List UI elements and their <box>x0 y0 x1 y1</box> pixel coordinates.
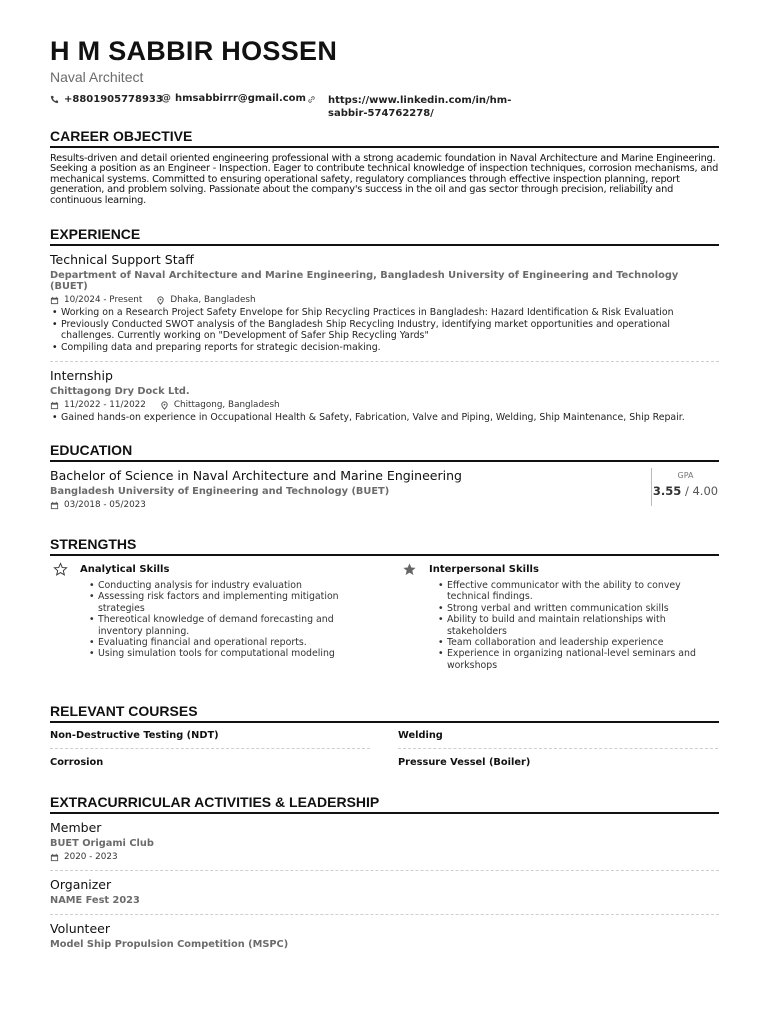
phone-number: +8801905778933 <box>64 94 163 105</box>
list-item: • Working on a Research Project Safety Envelope for Ship Recycling Practices in Bangladesh: Hazard Identification & Risk Evaluation <box>61 307 719 319</box>
calendar-icon <box>50 853 59 862</box>
bullet-list <box>50 307 719 353</box>
linkedin-url-line1: https://www.linkedin.com/in/hm- <box>328 95 512 106</box>
gpa-box <box>651 468 719 506</box>
bullet-list <box>53 580 373 660</box>
section-title: EXPERIENCE <box>50 226 719 246</box>
star-filled-icon <box>402 562 417 577</box>
entry-meta <box>50 400 719 410</box>
bullet-list <box>50 412 719 424</box>
relevant-courses-section <box>50 703 719 773</box>
at-icon: @ <box>161 93 171 104</box>
gpa-score: 3.55 <box>652 484 682 498</box>
activity-org: Model Ship Propulsion Competition (MSPC) <box>50 939 289 950</box>
course-item: Non-Destructive Testing (NDT) <box>50 730 219 741</box>
list-item: • Experience in organizing national-level seminars and workshops <box>447 648 722 671</box>
calendar-icon <box>50 501 59 510</box>
strength-heading: Analytical Skills <box>80 564 170 575</box>
list-item: • Thereotical knowledge of demand forecasting and inventory planning. <box>98 614 373 637</box>
divider <box>50 914 719 915</box>
experience-entry <box>50 252 719 353</box>
phone-icon <box>50 95 59 104</box>
activity-role: Organizer <box>50 877 112 892</box>
section-title: EDUCATION <box>50 442 719 462</box>
job-title: Internship <box>50 368 113 384</box>
entry-location: Dhaka, Bangladesh <box>170 295 256 305</box>
list-item: • Using simulation tools for computational modeling <box>98 648 373 659</box>
list-item: • Gained hands-on experience in Occupational Health & Safety, Fabrication, Valve and Piping, Welding, Ship Maintenance, Ship Repair. <box>61 412 719 424</box>
list-item: • Effective communicator with the ability to convey technical findings. <box>447 580 722 603</box>
strength-heading: Interpersonal Skills <box>429 564 539 575</box>
location-pin-icon <box>160 401 169 410</box>
degree-title: Bachelor of Science in Naval Architecture and Marine Engineering <box>50 468 462 483</box>
divider <box>50 748 370 749</box>
calendar-icon <box>50 296 59 305</box>
location-pin-icon <box>156 296 165 305</box>
linkedin-contact[interactable] <box>307 94 511 120</box>
entry-meta <box>50 295 719 305</box>
email-address: hmsabbirrr@gmail.com <box>175 93 306 104</box>
experience-entry <box>50 368 719 424</box>
education-entry <box>50 468 719 510</box>
activity-role: Volunteer <box>50 921 110 936</box>
career-objective-section <box>50 128 719 206</box>
job-title: Technical Support Staff <box>50 252 194 267</box>
divider <box>50 361 719 362</box>
list-item: • Previously Conducted SWOT analysis of the Bangladesh Ship Recycling Industry, identifying market opportunities and operational challenges. Currently working on "Development of Safer Ship Recycling Yards" <box>61 319 719 342</box>
course-item: Corrosion <box>50 757 104 768</box>
entry-meta <box>50 500 719 510</box>
activity-role: Member <box>50 820 102 835</box>
organization: Department of Naval Architecture and Marine Engineering, Bangladesh University of Engineering and Technology (BUET) <box>50 270 679 292</box>
section-title: CAREER OBJECTIVE <box>50 128 719 148</box>
candidate-role: Naval Architect <box>50 69 144 85</box>
activity-org: BUET Origami Club <box>50 838 154 849</box>
gpa-value <box>652 484 719 498</box>
entry-date: 03/2018 - 05/2023 <box>64 500 146 510</box>
gpa-label: GPA <box>677 471 694 480</box>
entry-location: Chittagong, Bangladesh <box>173 400 280 411</box>
divider <box>398 748 718 749</box>
list-item: • Conducting analysis for industry evaluation <box>98 580 373 591</box>
list-item: • Evaluating financial and operational reports. <box>98 637 373 648</box>
objective-text: Results-driven and detail oriented engineering professional with a strong academic foundation in Naval Architecture and Marine Engineering. Seeking a position as an Engineer - Inspection. Eager to contribute technical knowledge of inspection techniques, corrosion mechanisms, and mechanical systems. Committed to ensuring operational safety, regulatory compliances through effective inspection planning, report generation, and problem solving. Passionate about the company's success in the oil and gas sector through precision, reliability and continuous learning. <box>50 153 719 206</box>
star-outline-icon <box>53 562 68 577</box>
strength-column-interpersonal <box>402 562 722 671</box>
activity-entry <box>50 921 719 950</box>
strength-column-analytical <box>53 562 373 660</box>
experience-section <box>50 226 719 424</box>
list-item: • Team collaboration and leadership experience <box>447 637 722 648</box>
course-item: Pressure Vessel (Boiler) <box>398 757 531 768</box>
extracurricular-section <box>50 794 719 950</box>
list-item: • Strong verbal and written communication skills <box>447 603 722 614</box>
education-section <box>50 442 719 510</box>
link-icon <box>307 95 316 104</box>
activity-org: NAME Fest 2023 <box>50 895 140 906</box>
divider <box>50 870 719 871</box>
activity-entry <box>50 820 719 862</box>
school-name: Bangladesh University of Engineering and Technology (BUET) <box>50 486 390 497</box>
entry-date: 10/2024 - Present <box>64 295 143 305</box>
list-item: • Compiling data and preparing reports for strategic decision-making. <box>61 342 719 354</box>
entry-meta <box>50 852 719 862</box>
candidate-name: H M SABBIR HOSSEN <box>50 36 338 66</box>
linkedin-url-line2: sabbir-574762278/ <box>328 108 434 119</box>
bullet-list <box>402 580 722 671</box>
section-title: STRENGTHS <box>50 536 719 556</box>
organization: Chittagong Dry Dock Ltd. <box>50 386 190 398</box>
list-item: • Ability to build and maintain relationships with stakeholders <box>447 614 722 637</box>
list-item: • Assessing risk factors and implementing mitigation strategies <box>98 591 373 614</box>
entry-date: 2020 - 2023 <box>64 852 118 862</box>
entry-date: 11/2022 - 11/2022 <box>64 400 146 411</box>
email-contact[interactable] <box>161 93 306 104</box>
activity-entry <box>50 877 719 906</box>
phone-contact[interactable] <box>50 94 163 105</box>
course-item: Welding <box>398 730 443 741</box>
section-title: EXTRACURRICULAR ACTIVITIES & LEADERSHIP <box>50 794 719 814</box>
section-title: RELEVANT COURSES <box>50 703 719 723</box>
gpa-max: / 4.00 <box>684 484 719 498</box>
strengths-section <box>50 536 719 682</box>
calendar-icon <box>50 401 59 410</box>
